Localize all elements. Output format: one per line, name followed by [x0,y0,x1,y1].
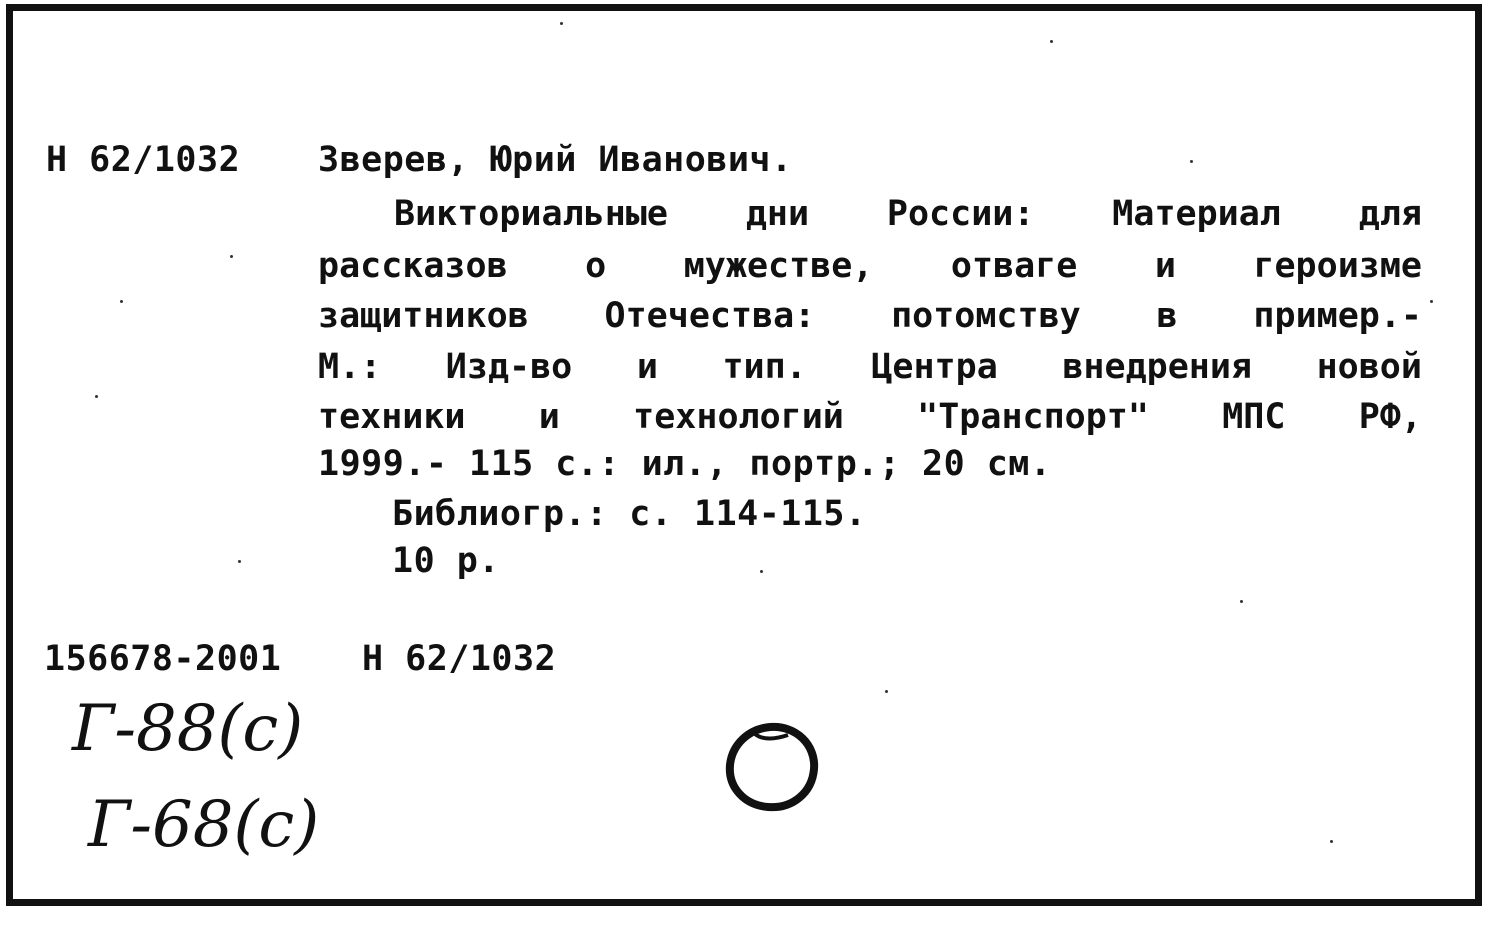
word: рассказов [318,246,508,286]
title-line-5 [318,397,1422,437]
bibliography-note: Библиогр.: с. 114-115. [392,494,867,534]
word: и [636,347,658,387]
word: техники [318,397,466,437]
speck [1050,40,1053,43]
title-line-4 [318,347,1422,387]
word: "Транспорт" [917,397,1149,437]
word: Центра [871,347,998,387]
circle-stamp-icon [718,715,822,819]
speck [1240,600,1243,603]
speck [1330,840,1333,843]
word: потомству [891,296,1081,336]
word: героизме [1253,246,1422,286]
speck [885,690,888,693]
word: МПС [1222,397,1286,437]
call-number-top: Н 62/1032 [46,140,241,180]
call-number-bottom: Н 62/1032 [362,639,557,679]
word: внедрения [1062,347,1253,387]
word: Изд-во [445,347,573,387]
speck [230,255,233,258]
imprint-last-line: 1999.- 115 с.: ил., портр.; 20 см. [318,444,1052,484]
word: тип. [722,347,807,387]
word: России: [886,194,1035,234]
word: пример.- [1253,296,1422,336]
speck [238,560,241,563]
word: и [1154,246,1176,286]
word: защитников [318,296,529,336]
speck [1430,300,1433,303]
speck [1190,160,1193,163]
accession-number: 156678-2001 [44,639,282,679]
price: 10 р. [392,541,500,581]
speck [95,395,98,398]
title-line-3 [318,296,1422,336]
word: для [1358,194,1422,234]
word: РФ, [1358,397,1422,437]
speck [120,300,123,303]
word: дни [745,194,810,234]
word: М.: [318,347,382,387]
word: технологий [633,397,844,437]
word: новой [1316,347,1422,387]
word: и [538,397,560,437]
handwritten-code-1: Г-88(с) [72,692,304,766]
author-heading: Зверев, Юрий Иванович. [318,140,793,180]
speck [760,570,763,573]
title-line-2 [318,246,1422,286]
word: отваге [950,246,1078,286]
word: Материал [1112,194,1281,234]
speck [560,22,563,25]
word: в [1156,296,1178,336]
title-line-1 [394,194,1422,234]
word: мужестве, [683,246,874,286]
word: Отечества: [604,296,816,336]
word: Викториальные [394,194,668,234]
handwritten-code-2: Г-68(с) [88,788,320,862]
word: о [585,246,607,286]
